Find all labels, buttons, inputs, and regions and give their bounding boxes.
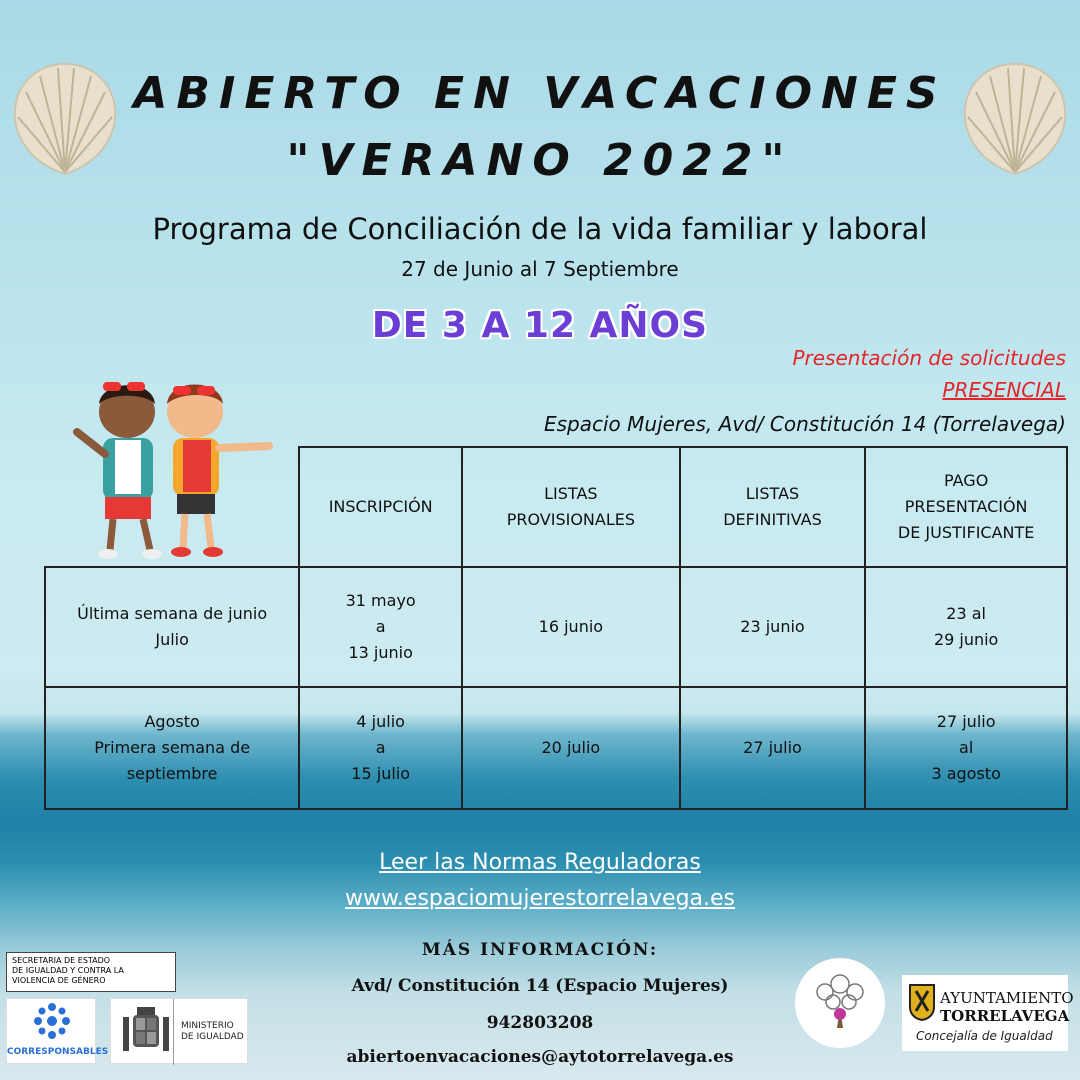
cell-text: 27 julio xyxy=(936,712,996,731)
header-text: PROVISIONALES xyxy=(506,510,636,529)
cell-text: 13 junio xyxy=(348,643,413,662)
period-cell xyxy=(45,567,299,687)
header-text: PRESENTACIÓN xyxy=(904,497,1028,516)
cell-text: al xyxy=(959,738,974,757)
cell-text: 27 julio xyxy=(743,738,802,757)
cell-text: 3 agosto xyxy=(931,764,1001,783)
info-email[interactable]: abiertoenvacaciones@aytotorrelavega.es xyxy=(346,1047,734,1067)
period-cell xyxy=(45,687,299,809)
cell-text: 23 junio xyxy=(740,617,805,636)
table-header-row xyxy=(45,447,1067,567)
title-line-2: "VERANO 2022" xyxy=(286,135,794,186)
ayuntamiento-logo xyxy=(902,975,1074,1051)
definitivas-cell xyxy=(680,687,866,809)
logo-text: VIOLENCIA DE GÉNERO xyxy=(12,976,106,985)
inscripcion-cell xyxy=(299,687,462,809)
program-dates: 27 de Junio al 7 Septiembre xyxy=(401,257,679,281)
provisionales-cell xyxy=(462,567,680,687)
header-text: PAGO xyxy=(944,471,989,490)
cell-text: 15 julio xyxy=(351,764,411,783)
provisionales-cell xyxy=(462,687,680,809)
logo-divider xyxy=(173,999,174,1065)
program-subtitle: Programa de Conciliación de la vida familiar y laboral xyxy=(152,212,928,246)
table-row xyxy=(45,687,1067,809)
info-heading: MÁS INFORMACIÓN: xyxy=(421,940,659,960)
cell-text: a xyxy=(375,617,386,636)
inscripcion-cell xyxy=(299,567,462,687)
logo-text: SECRETARIA DE ESTADO xyxy=(12,956,111,965)
cell-text: Julio xyxy=(155,630,189,649)
cell-text: 16 junio xyxy=(538,617,604,636)
logo-text: DE IGUALDAD Y CONTRA LA xyxy=(12,966,124,975)
corresponsables-icon xyxy=(7,999,97,1043)
header-text: INSCRIPCIÓN xyxy=(328,497,433,516)
header-text: DE JUSTIFICANTE xyxy=(897,523,1035,542)
pago-cell xyxy=(865,567,1067,687)
table-empty-corner xyxy=(45,447,299,567)
ayuntamiento-city: TORRELAVEGA xyxy=(940,1007,1070,1025)
ayuntamiento-name: AYUNTAMIENTO xyxy=(940,989,1074,1007)
info-phone: 942803208 xyxy=(486,1013,594,1033)
application-place: Espacio Mujeres, Avd/ Constitución 14 (Torrelavega) xyxy=(543,412,1066,436)
corresponsables-label: CORRESPONSABLES xyxy=(7,1047,109,1057)
cell-text: a xyxy=(375,738,386,757)
website-link[interactable]: www.espaciomujerestorrelavega.es xyxy=(344,886,736,911)
title-line-1: ABIERTO EN VACACIONES xyxy=(133,68,947,119)
corresponsables-logo xyxy=(6,998,109,1064)
cell-text: 29 junio xyxy=(933,630,999,649)
header-text: DEFINITIVAS xyxy=(723,510,822,529)
secretaria-logo xyxy=(6,952,176,992)
header-pago xyxy=(865,447,1067,567)
ministerio-logo xyxy=(110,998,248,1064)
cell-text: Última semana de junio xyxy=(77,604,268,623)
logo-text: MINISTERIO xyxy=(181,1021,234,1031)
definitivas-cell xyxy=(680,567,866,687)
tree-logo xyxy=(795,958,885,1048)
cell-text: 23 al xyxy=(946,604,986,623)
cell-text: Agosto xyxy=(144,712,200,731)
application-mode: PRESENCIAL xyxy=(942,378,1066,402)
application-heading: Presentación de solicitudes xyxy=(792,346,1066,370)
cell-text: 20 julio xyxy=(541,738,601,757)
cell-text: 4 julio xyxy=(356,712,405,731)
schedule-table xyxy=(44,446,1068,810)
ayuntamiento-crest-icon xyxy=(908,983,936,1021)
table-row xyxy=(45,567,1067,687)
pago-cell xyxy=(865,687,1067,809)
tree-icon xyxy=(795,958,885,1048)
coat-of-arms-icon xyxy=(119,1005,173,1061)
header-provisionales xyxy=(462,447,680,567)
header-definitivas xyxy=(680,447,866,567)
cell-text: 31 mayo xyxy=(345,591,416,610)
cell-text: Primera semana de xyxy=(94,738,251,757)
header-text: LISTAS xyxy=(544,484,598,503)
info-address: Avd/ Constitución 14 (Espacio Mujeres) xyxy=(351,976,729,996)
ayuntamiento-dept: Concejalía de Igualdad xyxy=(916,1029,1053,1043)
age-range: DE 3 A 12 AÑOS xyxy=(371,305,709,346)
norms-link[interactable]: Leer las Normas Reguladoras xyxy=(379,850,701,875)
cell-text: septiembre xyxy=(126,764,218,783)
header-text: LISTAS xyxy=(745,484,800,503)
header-inscripcion xyxy=(299,447,462,567)
logo-text: DE IGUALDAD xyxy=(181,1032,244,1042)
